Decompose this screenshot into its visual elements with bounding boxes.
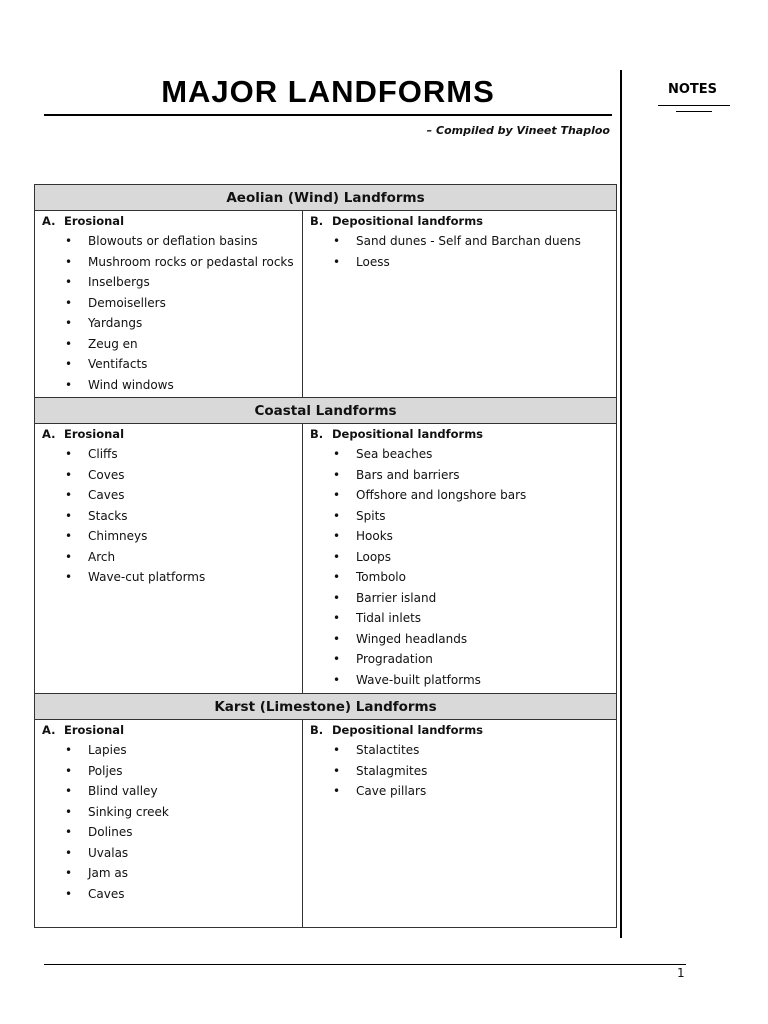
landform-list bbox=[35, 740, 302, 904]
landform-list bbox=[35, 231, 302, 395]
list-item: • Lapies bbox=[35, 740, 302, 761]
landform-list bbox=[35, 444, 302, 588]
notes-heading: NOTES bbox=[668, 82, 718, 97]
list-item: • Stalagmites bbox=[303, 761, 616, 782]
list-item: • Spits bbox=[303, 506, 616, 527]
depositional-cell bbox=[303, 211, 617, 398]
list-item: • Winged headlands bbox=[303, 629, 616, 650]
section-header-row bbox=[35, 185, 617, 211]
list-item: • Stalactites bbox=[303, 740, 616, 761]
erosional-cell bbox=[35, 424, 303, 694]
section-header-row bbox=[35, 398, 617, 424]
title-underline bbox=[44, 114, 612, 116]
list-item: • Caves bbox=[35, 884, 302, 905]
list-item: • Yardangs bbox=[35, 313, 302, 334]
section-heading: Karst (Limestone) Landforms bbox=[35, 694, 617, 720]
list-item: • Uvalas bbox=[35, 843, 302, 864]
list-item: • Loops bbox=[303, 547, 616, 568]
section-body-row bbox=[35, 720, 617, 928]
column-heading: A. Erosional bbox=[42, 723, 125, 737]
byline: – Compiled by Vineet Thaploo bbox=[426, 124, 610, 137]
footer-rule bbox=[44, 964, 686, 965]
list-item: • Demoisellers bbox=[35, 293, 302, 314]
section-heading: Aeolian (Wind) Landforms bbox=[35, 185, 617, 211]
column-heading: B. Depositional landforms bbox=[310, 214, 484, 228]
list-item: • Offshore and longshore bars bbox=[303, 485, 616, 506]
margin-divider bbox=[620, 70, 622, 938]
list-item: • Caves bbox=[35, 485, 302, 506]
list-item: • Barrier island bbox=[303, 588, 616, 609]
landforms-table bbox=[34, 184, 617, 928]
list-item: • Jam as bbox=[35, 863, 302, 884]
list-item: • Tombolo bbox=[303, 567, 616, 588]
list-item: • Progradation bbox=[303, 649, 616, 670]
list-item: • Arch bbox=[35, 547, 302, 568]
list-item: • Poljes bbox=[35, 761, 302, 782]
notes-underline bbox=[658, 105, 730, 106]
list-item: • Blind valley bbox=[35, 781, 302, 802]
list-item: • Sand dunes - Self and Barchan duens bbox=[303, 231, 616, 252]
section-heading: Coastal Landforms bbox=[35, 398, 617, 424]
column-heading: B. Depositional landforms bbox=[310, 723, 484, 737]
landform-list bbox=[303, 444, 616, 690]
column-heading: A. Erosional bbox=[42, 427, 125, 441]
section-body-row bbox=[35, 424, 617, 694]
list-item: • Cave pillars bbox=[303, 781, 616, 802]
list-item: • Wave-built platforms bbox=[303, 670, 616, 691]
list-item: • Chimneys bbox=[35, 526, 302, 547]
page-title: MAJOR LANDFORMS bbox=[161, 74, 495, 109]
column-heading: A. Erosional bbox=[42, 214, 125, 228]
list-item: • Inselbergs bbox=[35, 272, 302, 293]
page-number: 1 bbox=[677, 966, 685, 980]
list-item: • Mushroom rocks or pedastal rocks bbox=[35, 252, 302, 273]
list-item: • Wave-cut platforms bbox=[35, 567, 302, 588]
landform-list bbox=[303, 231, 616, 272]
landform-list bbox=[303, 740, 616, 802]
section-body-row bbox=[35, 211, 617, 398]
notes-underline-short bbox=[676, 111, 712, 112]
erosional-cell bbox=[35, 720, 303, 928]
column-heading: B. Depositional landforms bbox=[310, 427, 484, 441]
list-item: • Loess bbox=[303, 252, 616, 273]
list-item: • Zeug en bbox=[35, 334, 302, 355]
list-item: • Blowouts or deflation basins bbox=[35, 231, 302, 252]
list-item: • Coves bbox=[35, 465, 302, 486]
list-item: • Dolines bbox=[35, 822, 302, 843]
list-item: • Sea beaches bbox=[303, 444, 616, 465]
depositional-cell bbox=[303, 424, 617, 694]
list-item: • Sinking creek bbox=[35, 802, 302, 823]
list-item: • Bars and barriers bbox=[303, 465, 616, 486]
section-header-row bbox=[35, 694, 617, 720]
erosional-cell bbox=[35, 211, 303, 398]
list-item: • Hooks bbox=[303, 526, 616, 547]
list-item: • Tidal inlets bbox=[303, 608, 616, 629]
list-item: • Ventifacts bbox=[35, 354, 302, 375]
list-item: • Cliffs bbox=[35, 444, 302, 465]
list-item: • Wind windows bbox=[35, 375, 302, 396]
list-item: • Stacks bbox=[35, 506, 302, 527]
depositional-cell bbox=[303, 720, 617, 928]
